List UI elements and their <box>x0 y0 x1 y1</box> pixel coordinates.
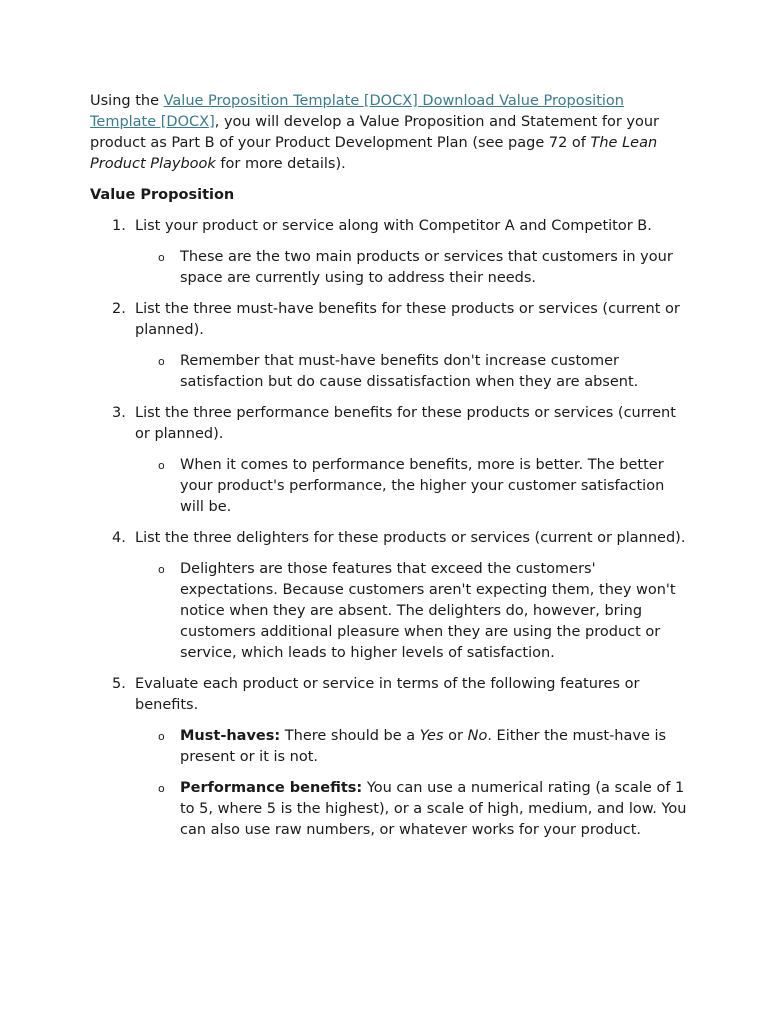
sub-item-term: Must-haves: <box>180 728 281 744</box>
bullet-icon: o <box>158 355 165 368</box>
step-number: 5. <box>112 676 126 692</box>
step-text: Evaluate each product or service in terms of the following features or benefits. <box>135 676 640 713</box>
sub-item-text: These are the two main products or services that customers in your space are currently using to address their needs. <box>180 249 673 286</box>
value-proposition-template-link[interactable]: Value Proposition Template [DOCX] Download Value Proposition Template [DOCX] <box>90 93 624 130</box>
sub-list <box>135 559 688 664</box>
emphasis-no: No <box>467 728 488 744</box>
sub-item-text: or <box>443 728 468 744</box>
step-number: 3. <box>112 405 126 421</box>
step-text: List the three must-have benefits for these products or services (current or planned). <box>135 301 680 338</box>
bullet-icon: o <box>158 251 165 264</box>
sub-item <box>135 247 688 289</box>
step-item-5 <box>90 674 688 841</box>
intro-paragraph <box>90 91 688 175</box>
sub-item <box>135 351 688 393</box>
step-item-1 <box>90 216 688 289</box>
sub-list <box>135 351 688 393</box>
step-number: 2. <box>112 301 126 317</box>
sub-item <box>135 559 688 664</box>
sub-item-text: There should be a <box>280 728 420 744</box>
intro-prefix: Using the <box>90 93 164 109</box>
sub-list <box>135 726 688 841</box>
emphasis-yes: Yes <box>419 728 444 744</box>
step-text: List the three performance benefits for these products or services (current or planned). <box>135 405 676 442</box>
sub-item-term: Performance benefits: <box>180 780 363 796</box>
sub-item-must-haves <box>135 726 688 768</box>
sub-item-text: . Either the must-have is present or it is not. <box>180 728 667 765</box>
section-heading: Value Proposition <box>90 187 235 203</box>
step-item-2 <box>90 299 688 393</box>
bullet-icon: o <box>158 563 165 576</box>
sub-item-text: You can use a numerical rating (a scale of 1 to 5, where 5 is the highest), or a scale of high, medium, and low. You can also use raw numbers, or whatever works for your product. <box>180 780 687 838</box>
step-item-3 <box>90 403 688 518</box>
intro-middle: , you will develop a Value Proposition and Statement for your product as Part B of your Product Development Plan (see page 72 of <box>90 114 660 151</box>
step-text: List your product or service along with Competitor A and Competitor B. <box>135 218 652 234</box>
book-title: The Lean Product Playbook <box>90 135 658 172</box>
steps-list <box>90 216 688 841</box>
step-number: 1. <box>112 218 126 234</box>
sub-item <box>135 455 688 518</box>
sub-list <box>135 455 688 518</box>
sub-item-text: When it comes to performance benefits, more is better. The better your product's performance, the higher your customer satisfaction will be. <box>180 457 665 515</box>
step-item-4 <box>90 528 688 664</box>
sub-item-text: Delighters are those features that exceed the customers' expectations. Because customers aren't expecting them, they won't notice when they are absent. The delighters do, however, bring customers additional pleasure when they are using the product or service, which leads to higher levels of satisfaction. <box>180 561 676 661</box>
bullet-icon: o <box>158 459 165 472</box>
sub-item-text: Remember that must-have benefits don't increase customer satisfaction but do cause dissatisfaction when they are absent. <box>180 353 639 390</box>
bullet-icon: o <box>158 782 165 795</box>
bullet-icon: o <box>158 730 165 743</box>
sub-list <box>135 247 688 289</box>
step-number: 4. <box>112 530 126 546</box>
intro-suffix: for more details). <box>215 156 346 172</box>
sub-item-performance-benefits <box>135 778 688 841</box>
step-text: List the three delighters for these products or services (current or planned). <box>135 530 686 546</box>
